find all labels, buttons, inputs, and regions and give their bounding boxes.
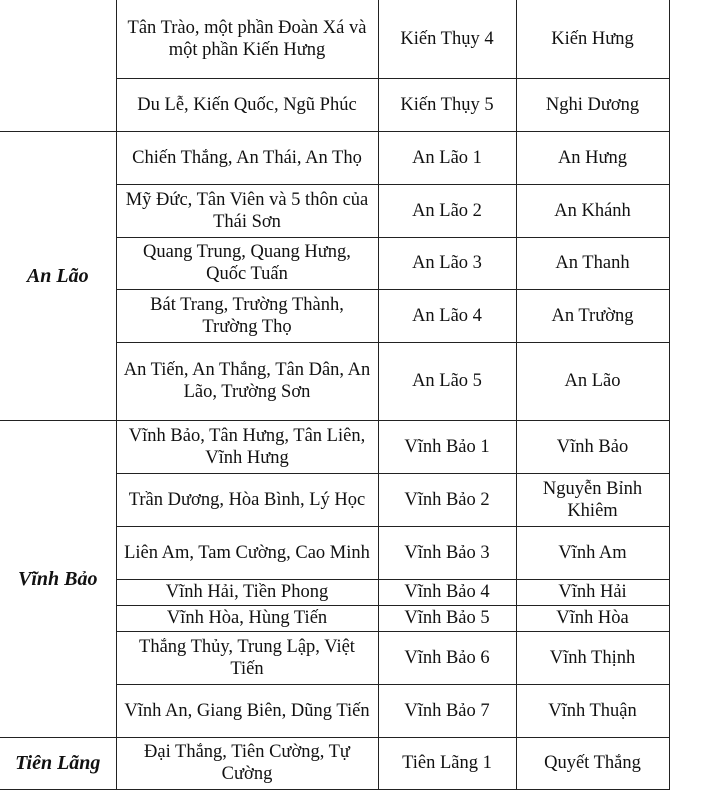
unit-cell: An Lão 1 — [378, 131, 516, 184]
communes-cell: Liên Am, Tam Cường, Cao Minh — [116, 526, 378, 579]
unit-cell: Vĩnh Bảo 1 — [378, 420, 516, 473]
unit-cell: Vĩnh Bảo 2 — [378, 473, 516, 526]
new-name-cell: An Thanh — [516, 237, 669, 289]
unit-cell: Vĩnh Bảo 3 — [378, 526, 516, 579]
new-name-cell: Nguyễn Bỉnh Khiêm — [516, 473, 669, 526]
district-cell: Vĩnh Bảo — [0, 420, 116, 737]
new-name-cell: Vĩnh Hòa — [516, 605, 669, 631]
new-name-cell: Kiến Hưng — [516, 0, 669, 78]
communes-cell: Trần Dương, Hòa Bình, Lý Học — [116, 473, 378, 526]
unit-cell: Vĩnh Bảo 4 — [378, 579, 516, 605]
new-name-cell: An Khánh — [516, 184, 669, 237]
communes-cell: Vĩnh Hải, Tiền Phong — [116, 579, 378, 605]
table-row — [0, 737, 669, 789]
new-name-cell: An Trường — [516, 289, 669, 342]
communes-cell: Du Lễ, Kiến Quốc, Ngũ Phúc — [116, 78, 378, 131]
unit-cell: Tiên Lãng 1 — [378, 737, 516, 789]
unit-cell: Vĩnh Bảo 5 — [378, 605, 516, 631]
unit-cell: Kiến Thụy 5 — [378, 78, 516, 131]
new-name-cell: Nghi Dương — [516, 78, 669, 131]
new-name-cell: An Lão — [516, 342, 669, 420]
unit-cell: An Lão 2 — [378, 184, 516, 237]
unit-cell: An Lão 3 — [378, 237, 516, 289]
unit-cell: An Lão 4 — [378, 289, 516, 342]
communes-cell: Thắng Thủy, Trung Lập, Việt Tiến — [116, 631, 378, 684]
communes-cell: Mỹ Đức, Tân Viên và 5 thôn của Thái Sơn — [116, 184, 378, 237]
unit-cell: An Lão 5 — [378, 342, 516, 420]
table-row — [0, 0, 669, 78]
table-row — [0, 420, 669, 473]
new-name-cell: Vĩnh Thuận — [516, 684, 669, 737]
unit-cell: Vĩnh Bảo 7 — [378, 684, 516, 737]
communes-cell: Chiến Thắng, An Thái, An Thọ — [116, 131, 378, 184]
new-name-cell: Quyết Thắng — [516, 737, 669, 789]
new-name-cell: Vĩnh Am — [516, 526, 669, 579]
communes-cell: Vĩnh Bảo, Tân Hưng, Tân Liên, Vĩnh Hưng — [116, 420, 378, 473]
new-name-cell: An Hưng — [516, 131, 669, 184]
new-name-cell: Vĩnh Thịnh — [516, 631, 669, 684]
unit-cell: Vĩnh Bảo 6 — [378, 631, 516, 684]
new-name-cell: Vĩnh Bảo — [516, 420, 669, 473]
communes-cell: An Tiến, An Thắng, Tân Dân, An Lão, Trường Sơn — [116, 342, 378, 420]
communes-cell: Đại Thắng, Tiên Cường, Tự Cường — [116, 737, 378, 789]
district-cell — [0, 0, 116, 131]
district-cell: An Lão — [0, 131, 116, 420]
communes-cell: Tân Trào, một phần Đoàn Xá và một phần Kiến Hưng — [116, 0, 378, 78]
new-name-cell: Vĩnh Hải — [516, 579, 669, 605]
communes-cell: Quang Trung, Quang Hưng, Quốc Tuấn — [116, 237, 378, 289]
district-cell: Tiên Lãng — [0, 737, 116, 789]
communes-cell: Bát Trang, Trường Thành, Trường Thọ — [116, 289, 378, 342]
communes-cell: Vĩnh Hòa, Hùng Tiến — [116, 605, 378, 631]
communes-cell: Vĩnh An, Giang Biên, Dũng Tiến — [116, 684, 378, 737]
table-row — [0, 131, 669, 184]
unit-cell: Kiến Thụy 4 — [378, 0, 516, 78]
